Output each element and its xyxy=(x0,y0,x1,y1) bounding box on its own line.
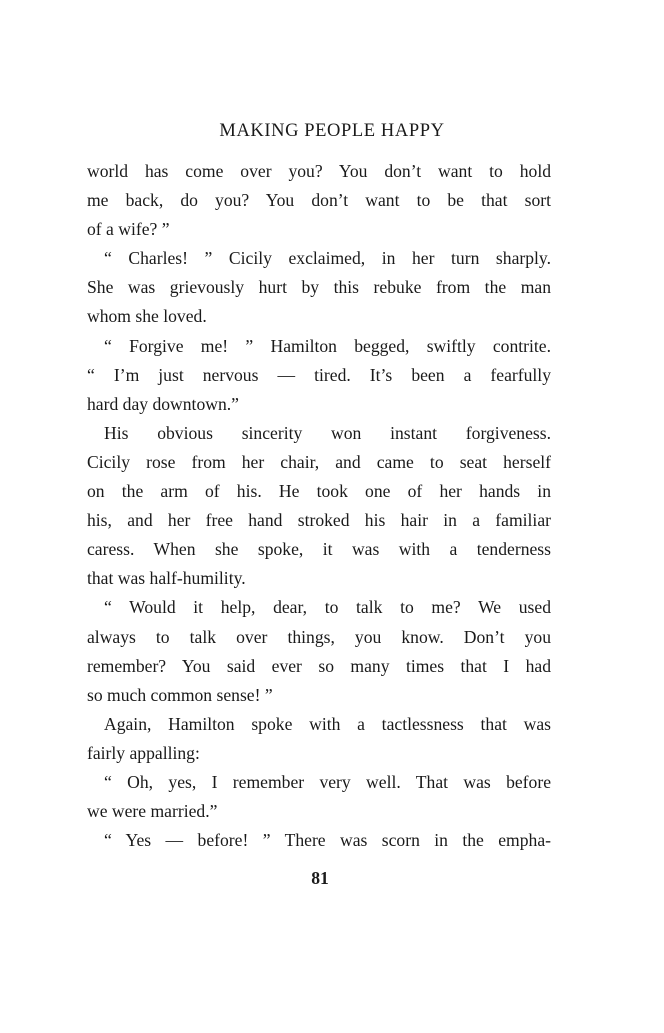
text-line: She was grievously hurt by this rebuke from the man xyxy=(87,277,551,298)
text-line: whom she loved. xyxy=(87,306,207,327)
text-line: “ I’m just nervous — tired. It’s been a fearfully xyxy=(87,364,551,385)
text-line: “ Charles! ” Cicily exclaimed, in her turn sharply. xyxy=(104,248,551,269)
text-line: always to talk over things, you know. Don’t you xyxy=(87,626,551,647)
text-line: of a wife? ” xyxy=(87,219,170,240)
text-line: so much common sense! ” xyxy=(87,684,273,705)
text-line: “ Forgive me! ” Hamilton begged, swiftly contrite. xyxy=(104,335,551,356)
text-line: his, and her free hand stroked his hair in a familiar xyxy=(87,510,551,531)
text-line: remember? You said ever so many times that I had xyxy=(87,655,551,676)
text-line: Cicily rose from her chair, and came to seat herself xyxy=(87,451,551,472)
text-line: that was half-humility. xyxy=(87,568,246,589)
text-line: caress. When she spoke, it was with a tenderness xyxy=(87,539,551,560)
text-line: hard day downtown.” xyxy=(87,393,239,414)
running-head: MAKING PEOPLE HAPPY xyxy=(219,121,445,141)
text-line: me back, do you? You don’t want to be that sort xyxy=(87,190,551,211)
text-line: on the arm of his. He took one of her hands in xyxy=(87,481,551,502)
page-number: 81 xyxy=(311,868,329,888)
text-line: “ Oh, yes, I remember very well. That was before xyxy=(104,771,551,792)
text-line: Again, Hamilton spoke with a tactlessness that was xyxy=(104,713,551,734)
text-line: “ Yes — before! ” There was scorn in the empha- xyxy=(104,830,551,851)
text-line: we were married.” xyxy=(87,801,218,822)
text-line: “ Would it help, dear, to talk to me? We used xyxy=(104,597,551,618)
body-text xyxy=(87,157,551,855)
text-line: His obvious sincerity won instant forgiveness. xyxy=(104,422,551,443)
text-line: world has come over you? You don’t want to hold xyxy=(87,161,551,181)
text-line: fairly appalling: xyxy=(87,742,200,763)
